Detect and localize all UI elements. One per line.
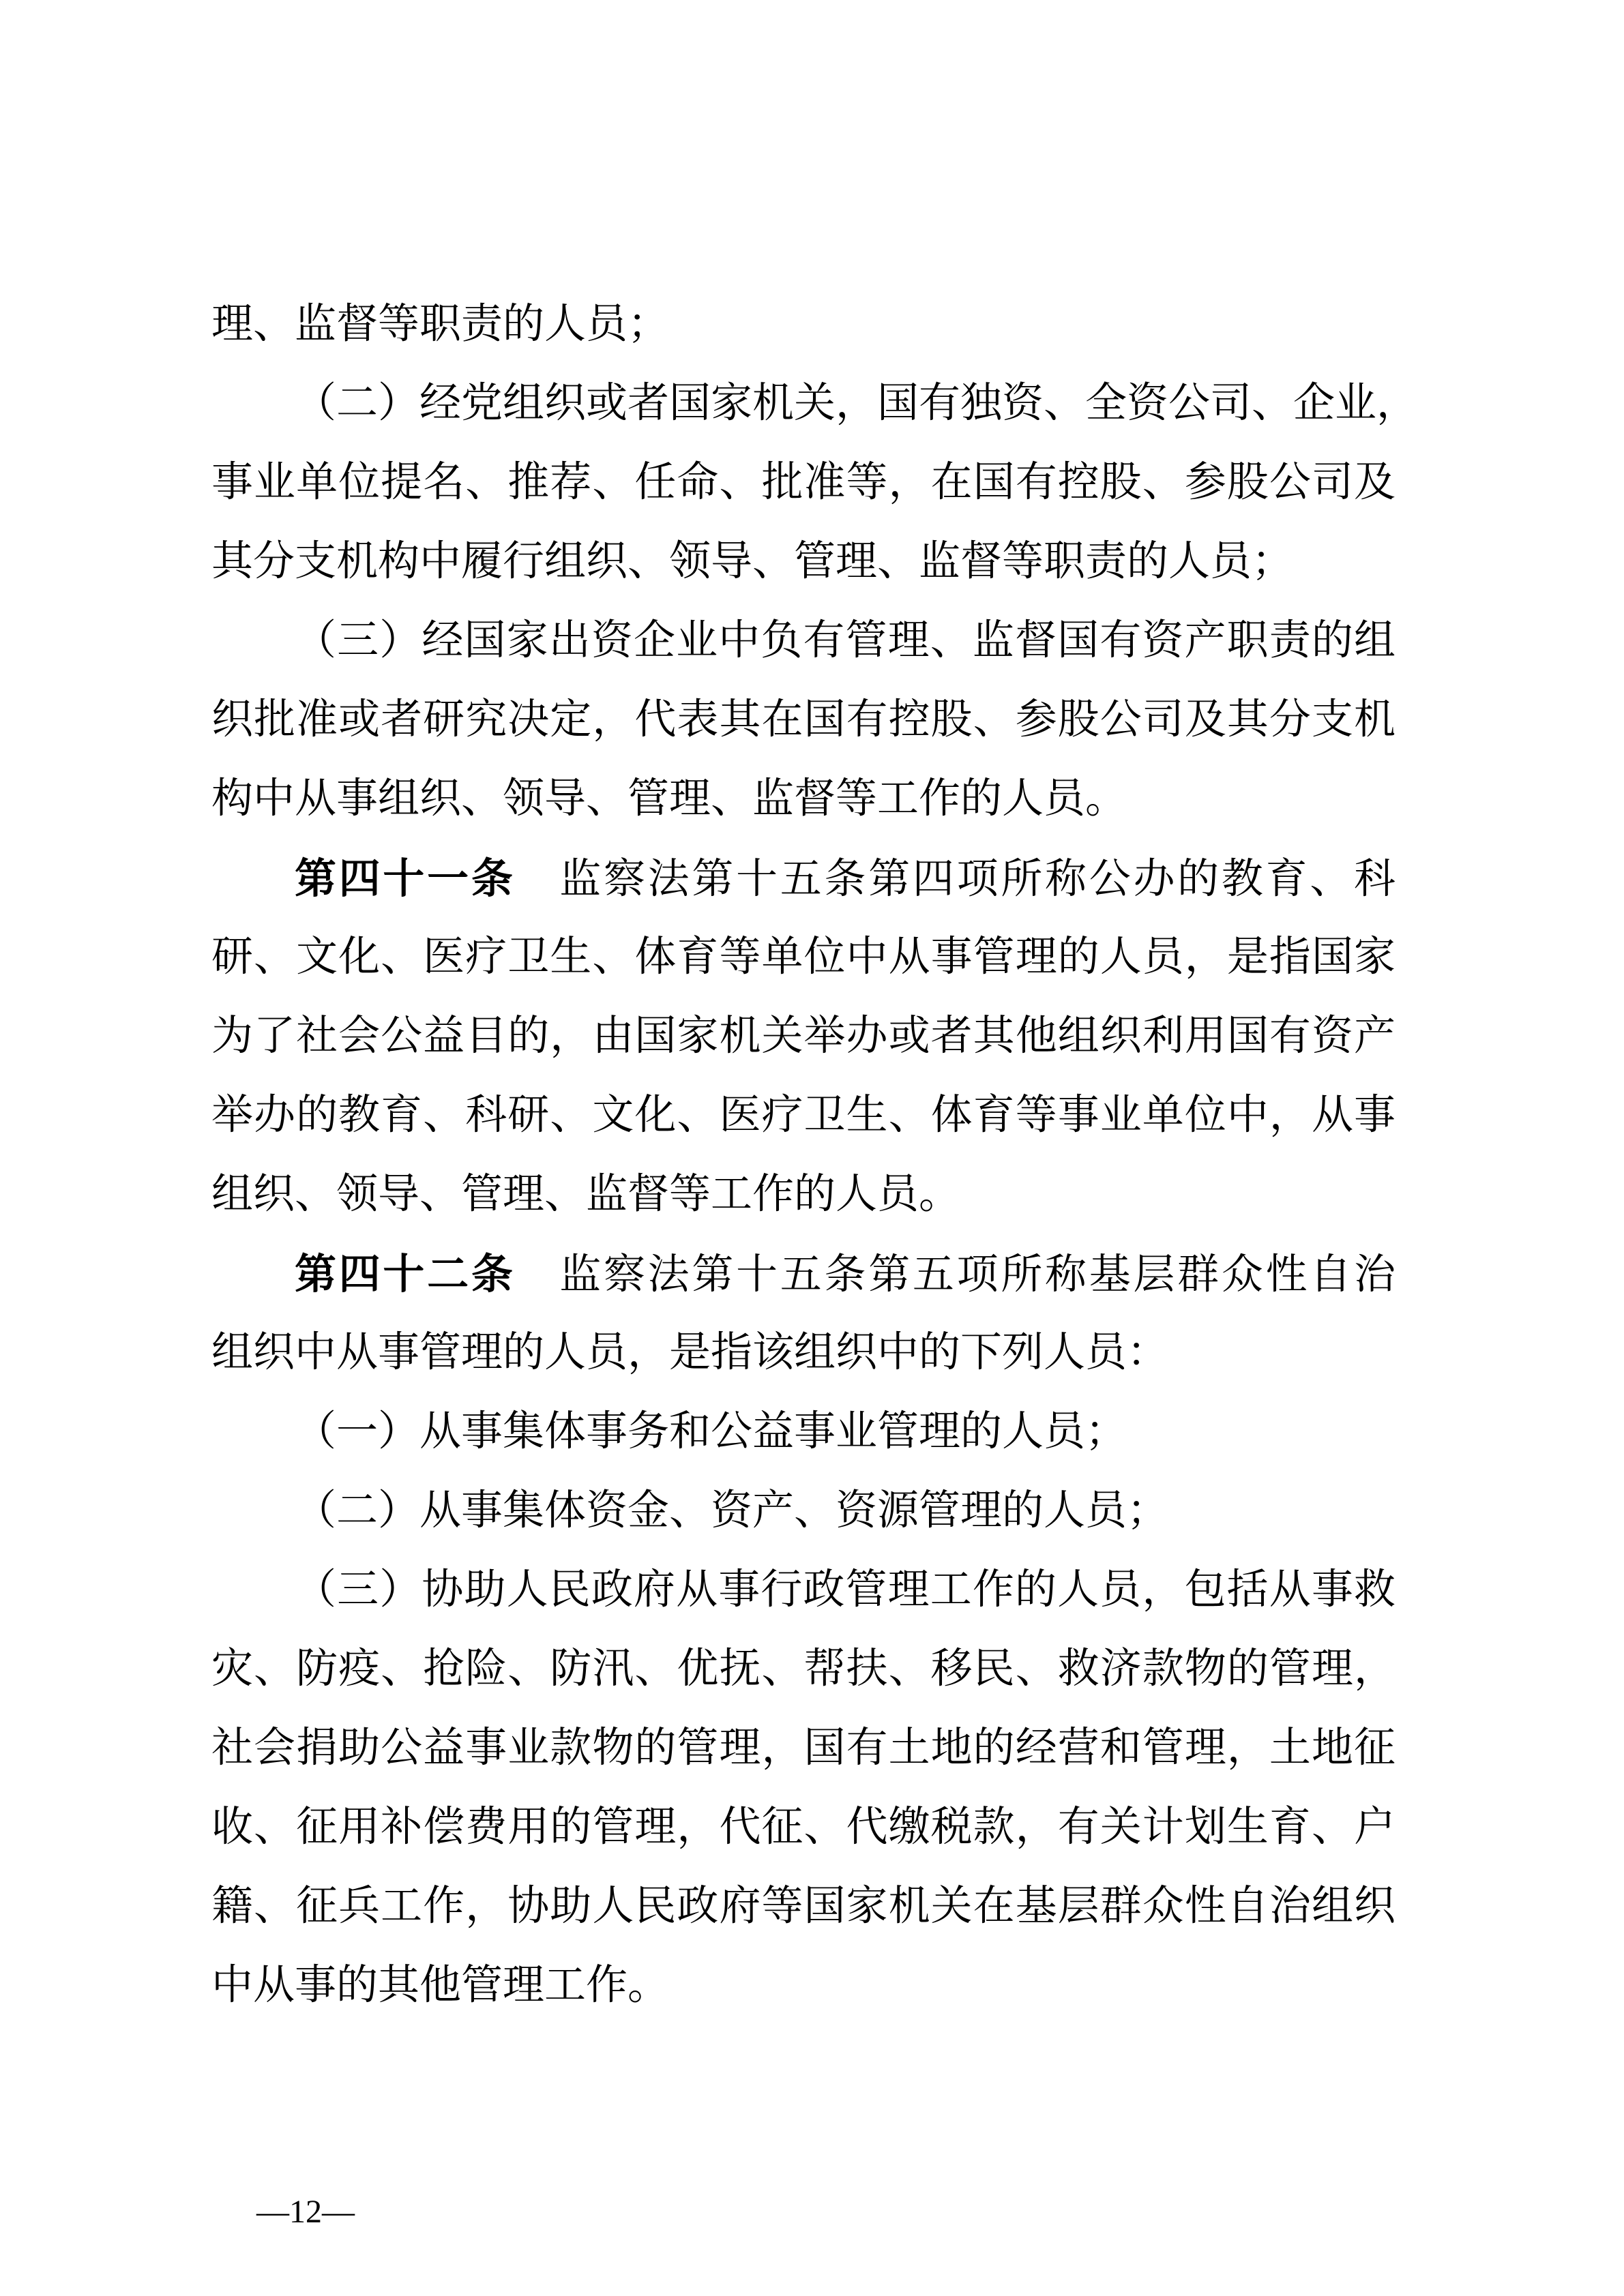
- article-number: 第四十二条: [295, 1251, 516, 1297]
- text-line: [211, 1709, 1396, 1788]
- document-body: [211, 285, 1419, 2025]
- text-line: [211, 1551, 1396, 1630]
- line-text: 中从事的其他管理工作。: [211, 1963, 670, 2008]
- text-line: [211, 443, 1396, 522]
- line-text: 事业单位提名、推荐、任命、批准等，在国有控股、参股公司及: [211, 460, 1396, 505]
- text-line: [211, 1867, 1396, 1946]
- line-text: 组织中从事管理的人员，是指该组织中的下列人员：: [211, 1330, 1169, 1375]
- text-line: [211, 522, 1396, 601]
- text-line: [211, 1472, 1396, 1551]
- text-line: [211, 1946, 1396, 2025]
- line-text: （一）从事集体事务和公益事业管理的人员；: [295, 1409, 1127, 1455]
- line-text: 研、文化、医疗卫生、体育等单位中从事管理的人员，是指国家: [211, 934, 1396, 980]
- line-text: 织批准或者研究决定，代表其在国有控股、参股公司及其分支机: [211, 697, 1396, 743]
- text-line: [211, 364, 1419, 443]
- line-text: 监察法第十五条第四项所称公办的教育、科: [557, 856, 1396, 902]
- line-text: （三）经国家出资企业中负有管理、监督国有资产职责的组: [295, 618, 1396, 664]
- line-text: 举办的教育、科研、文化、医疗卫生、体育等事业单位中，从事: [211, 1092, 1396, 1138]
- text-line: [211, 1155, 1396, 1234]
- text-line: [211, 1630, 1396, 1709]
- page-number: —12—: [256, 2194, 355, 2230]
- line-text: 为了社会公益目的，由国家机关举办或者其他组织利用国有资产: [211, 1013, 1396, 1059]
- article-number: 第四十一条: [295, 855, 516, 901]
- line-text: （二）从事集体资金、资产、资源管理的人员；: [295, 1488, 1169, 1534]
- text-line: [211, 1392, 1396, 1472]
- line-text: （三）协助人民政府从事行政管理工作的人员，包括从事救: [295, 1567, 1396, 1613]
- text-line: [211, 285, 1396, 364]
- line-text: 籍、征兵工作，协助人民政府等国家机关在基层群众性自治组织: [211, 1883, 1396, 1929]
- text-line: [211, 918, 1396, 997]
- line-text: 构中从事组织、领导、管理、监督等工作的人员。: [211, 776, 1127, 822]
- text-line: [211, 1076, 1396, 1155]
- line-text: （二）经党组织或者国家机关，国有独资、全资公司、企业，: [295, 381, 1419, 426]
- line-text: 收、征用补偿费用的管理，代征、代缴税款，有关计划生育、户: [211, 1804, 1396, 1850]
- text-line: [211, 601, 1396, 681]
- text-line: [211, 760, 1396, 839]
- text-line: [211, 839, 1396, 918]
- line-text: 监察法第十五条第五项所称基层群众性自治: [557, 1252, 1396, 1298]
- text-line: [211, 997, 1396, 1076]
- line-text: 社会捐助公益事业款物的管理，国有土地的经营和管理，土地征: [211, 1725, 1396, 1771]
- text-line: [211, 1788, 1396, 1867]
- line-text: 组织、领导、管理、监督等工作的人员。: [211, 1172, 961, 1217]
- line-text: 理、监督等职责的人员；: [211, 301, 670, 347]
- text-line: [211, 681, 1396, 760]
- text-line: [211, 1313, 1396, 1392]
- line-text: 其分支机构中履行组织、领导、管理、监督等职责的人员；: [211, 539, 1294, 584]
- text-line: [211, 1234, 1396, 1313]
- page-footer: [256, 2192, 355, 2233]
- line-text: 灾、防疫、抢险、防汛、优抚、帮扶、移民、救济款物的管理，: [211, 1646, 1396, 1692]
